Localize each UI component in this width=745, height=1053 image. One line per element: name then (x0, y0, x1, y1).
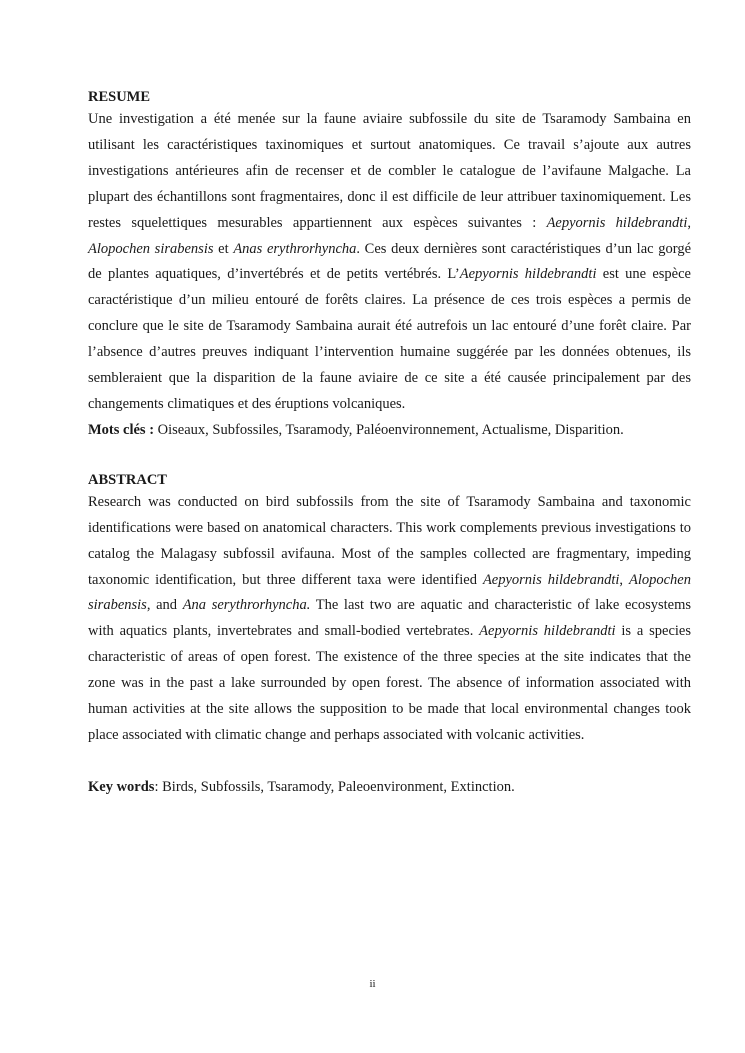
abstract-keywords-list: : Birds, Subfossils, Tsaramody, Paleoenvironment, Extinction. (154, 778, 515, 795)
document-page (88, 87, 691, 801)
resume-section (88, 87, 691, 444)
abstract-text: Research was conducted on bird subfossils from the site of Tsaramody Sambaina and taxonomic identifications were based on anatomical characters. This work complements previous investigations to catalog the Malagasy subfossil avifauna. Most of the samples collected are fragmentary, impeding taxonomic identification, but three different taxa were identified (88, 493, 691, 588)
species-name: Ana serythrorhyncha. (182, 597, 311, 614)
species-name: Aepyornis hildebrandti (479, 623, 616, 640)
abstract-text: The last two are aquatic and characteristic of lake ecosystems with aquatics plants, invertebrates and small-bodied vertebrates. (88, 597, 692, 640)
resume-text: Une investigation a été menée sur la faune aviaire subfossile du site de Tsaramody Sambaina en utilisant les caractéristiques taxinomiques et surtout anatomiques. Ce travail s’ajoute aux autres investigations antérieures afin de recenser et de combler le catalogue de l’avifaune Malgache. La plupart des échantillons sont fragmentaires, donc il est difficile de leur attribuer taxinomiquement. Les restes squelettiques mesurables appartiennent aux espèces suivantes : (88, 111, 691, 231)
abstract-section (88, 470, 691, 801)
resume-paragraph (88, 107, 691, 418)
abstract-heading: ABSTRACT (88, 471, 167, 488)
page-number: ii (369, 978, 376, 990)
abstract-paragraph (88, 490, 691, 749)
resume-text: . Ces deux dernières sont caractéristiques d’un lac gorgé de plantes aquatiques, d’invertébrés et de petits vertébrés. L’ (88, 240, 692, 283)
abstract-text: , and (146, 597, 183, 614)
resume-text: , (687, 214, 691, 231)
resume-text: est une espèce caractéristique d’un milieu entouré de forêts claires. La présence de ces trois espèces a permis de conclure que le site de Tsaramody Sambaina aurait été autrefois un lac entouré d’une forêt claire. Par l’absence d’autres preuves indiquant l’intervention humaine suggérée par les données obtenues, ils sembleraient que la disparition de la faune aviaire de ce site a été causée principalement par des changements climatiques et des éruptions volcaniques. (88, 266, 691, 412)
species-name: Aepyornis hildebrandti (482, 571, 620, 588)
keywords-spacer (88, 749, 691, 775)
species-name: Alopochen sirabensis (88, 240, 214, 257)
abstract-text: , (619, 571, 629, 588)
resume-keywords (88, 418, 691, 444)
species-name: Aepyornis hildebrandti (546, 214, 688, 231)
species-name: Alopochen sirabensis (88, 571, 691, 614)
species-name: Aepyornis hildebrandti (459, 266, 597, 283)
resume-text: et (213, 240, 234, 257)
abstract-text: is a species characteristic of areas of open forest. The existence of the three species at the site indicates that the zone was in the past a lake surrounded by open forest. The absence of information associated with human activities at the site allows the supposition to be made that local environmental changes took place associated with climatic change and perhaps associated with volcanic activities. (88, 623, 691, 743)
section-spacer (88, 444, 691, 470)
resume-keywords-label: Mots clés : (88, 421, 155, 438)
species-name: Anas erythrorhyncha (233, 240, 357, 257)
resume-keywords-list: Oiseaux, Subfossiles, Tsaramody, Paléoenvironnement, Actualisme, Disparition. (154, 421, 624, 438)
abstract-keywords (88, 775, 691, 801)
abstract-keywords-label: Key words (88, 778, 155, 795)
resume-heading: RESUME (88, 89, 151, 105)
